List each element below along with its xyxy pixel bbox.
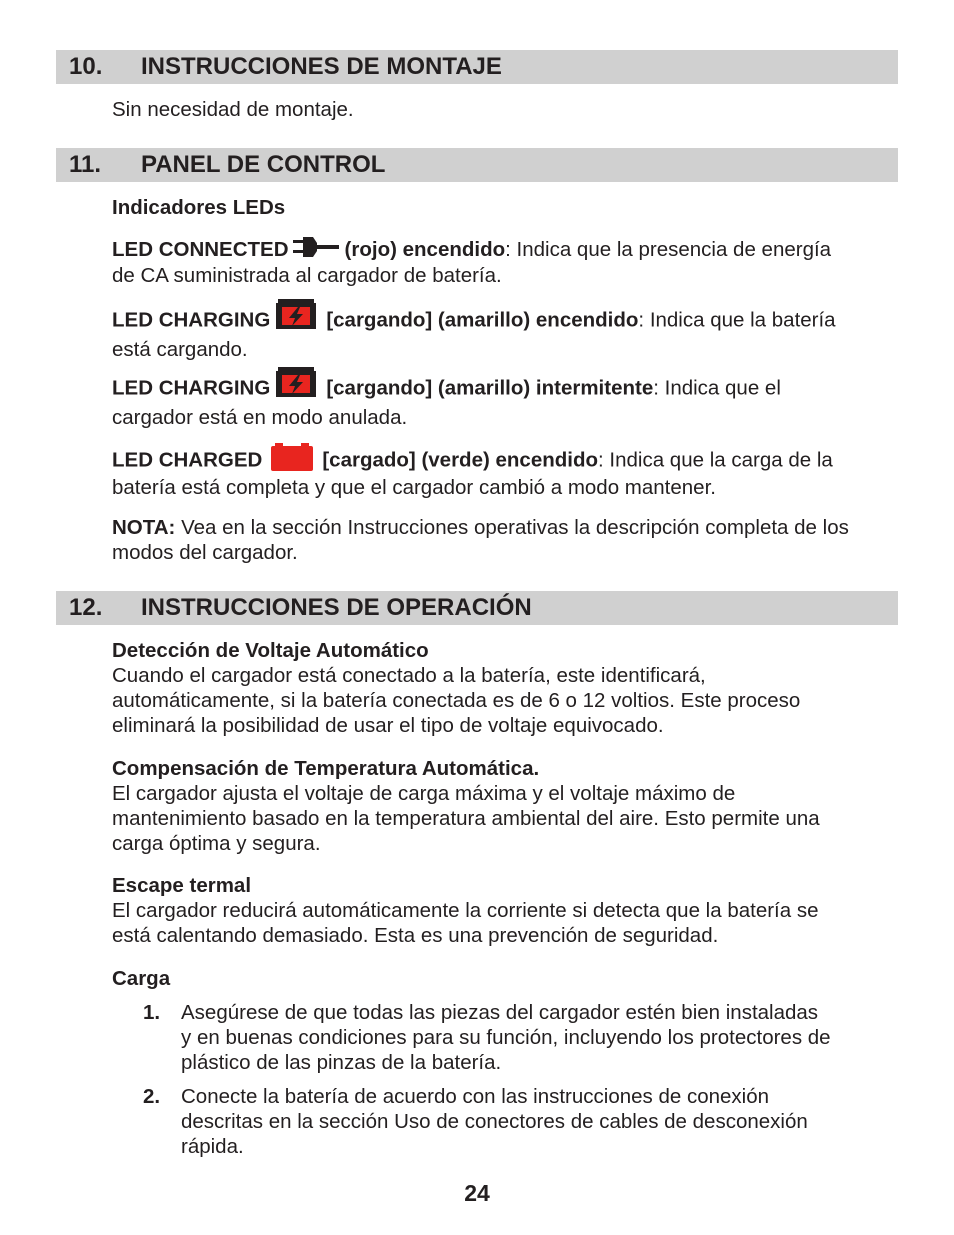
block-line: El cargador reducirá automáticamente la corriente si detecta que la batería se [112, 899, 819, 922]
battery-charging-icon [274, 299, 318, 331]
section-number: 10. [69, 53, 103, 80]
block-heading: Compensación de Temperatura Automática. [112, 757, 540, 780]
led-desc-cont: está cargando. [112, 338, 248, 361]
led-desc-cont: de CA suministrada al cargador de batería. [112, 263, 502, 287]
note [112, 515, 902, 565]
list-number: 1. [143, 1001, 161, 1024]
section-header-12 [56, 591, 898, 625]
temperature-compensation-block [112, 756, 902, 856]
list-line: Conecte la batería de acuerdo con las instrucciones de conexión [181, 1085, 770, 1108]
led-desc-cont: cargador está en modo anulada. [112, 406, 408, 429]
section-title: INSTRUCCIONES DE MONTAJE [141, 53, 502, 80]
list-line: Asegúrese de que todas las piezas del cargador estén bien instaladas [181, 1001, 819, 1024]
led-label: LED CONNECTED [112, 238, 289, 261]
list-line: plástico de las pinzas de la batería. [181, 1051, 502, 1074]
note-label: NOTA: [112, 516, 176, 539]
battery-charging-icon [274, 367, 318, 399]
thermal-escape-block [112, 873, 902, 948]
montaje-text: Sin necesidad de montaje. [112, 98, 354, 121]
note-text: Vea en la sección Instrucciones operativas la descripción completa de los [175, 516, 849, 539]
list-line: rápida. [181, 1135, 244, 1158]
led-state: [cargado] (verde) encendido [322, 448, 599, 472]
page-number: 24 [464, 1180, 490, 1206]
section-number: 12. [69, 594, 103, 621]
block-line: mantenimiento basado en la temperatura ambiental del aire. Esto permite una [112, 807, 820, 830]
block-line: eliminará la posibilidad de usar el tipo de voltaje equivocado. [112, 714, 664, 737]
block-heading: Escape termal [112, 874, 252, 897]
carga-heading: Carga [112, 967, 171, 990]
battery-charged-icon [270, 443, 314, 471]
list-number: 2. [143, 1085, 161, 1108]
led-desc: : Indica que la carga de la [598, 448, 833, 472]
leds-subheading: Indicadores LEDs [112, 196, 286, 219]
led-desc: : Indica que la batería [638, 308, 836, 332]
list-line: descritas en la sección Uso de conectores de cables de desconexión [181, 1110, 808, 1133]
led-label: LED CHARGING [112, 376, 271, 400]
led-desc: : Indica que la presencia de energía [505, 238, 832, 261]
led-connected-entry [112, 237, 902, 288]
section-header-11 [56, 148, 898, 182]
section-title: PANEL DE CONTROL [141, 151, 386, 178]
led-state: (rojo) encendido [344, 238, 506, 261]
block-heading: Detección de Voltaje Automático [112, 639, 429, 662]
voltage-detection-block [112, 638, 902, 738]
led-state: [cargando] (amarillo) intermitente [326, 376, 654, 400]
section-header-10 [56, 50, 898, 84]
block-line: El cargador ajusta el voltaje de carga máxima y el voltaje máximo de [112, 782, 736, 805]
led-charging-on-entry [112, 305, 902, 362]
list-line: y en buenas condiciones para su función, incluyendo los protectores de [181, 1026, 831, 1049]
block-line: carga óptima y segura. [112, 832, 321, 855]
block-line: está calentando demasiado. Esta es una prevención de seguridad. [112, 924, 719, 947]
section-number: 11. [69, 151, 102, 178]
led-desc: : Indica que el [653, 376, 781, 400]
led-charged-entry [112, 447, 902, 500]
block-line: automáticamente, si la batería conectada es de 6 o 12 voltios. Este proceso [112, 689, 801, 712]
led-label: LED CHARGING [112, 308, 271, 332]
section-title: INSTRUCCIONES DE OPERACIÓN [141, 594, 532, 621]
led-label: LED CHARGED [112, 448, 263, 472]
led-charging-blink-entry [112, 373, 902, 430]
block-line: Cuando el cargador está conectado a la batería, este identificará, [112, 664, 706, 687]
led-desc-cont: batería está completa y que el cargador cambió a modo mantener. [112, 476, 716, 499]
led-state: [cargando] (amarillo) encendido [326, 308, 639, 332]
note-text-cont: modos del cargador. [112, 541, 298, 564]
plug-icon [293, 235, 339, 259]
